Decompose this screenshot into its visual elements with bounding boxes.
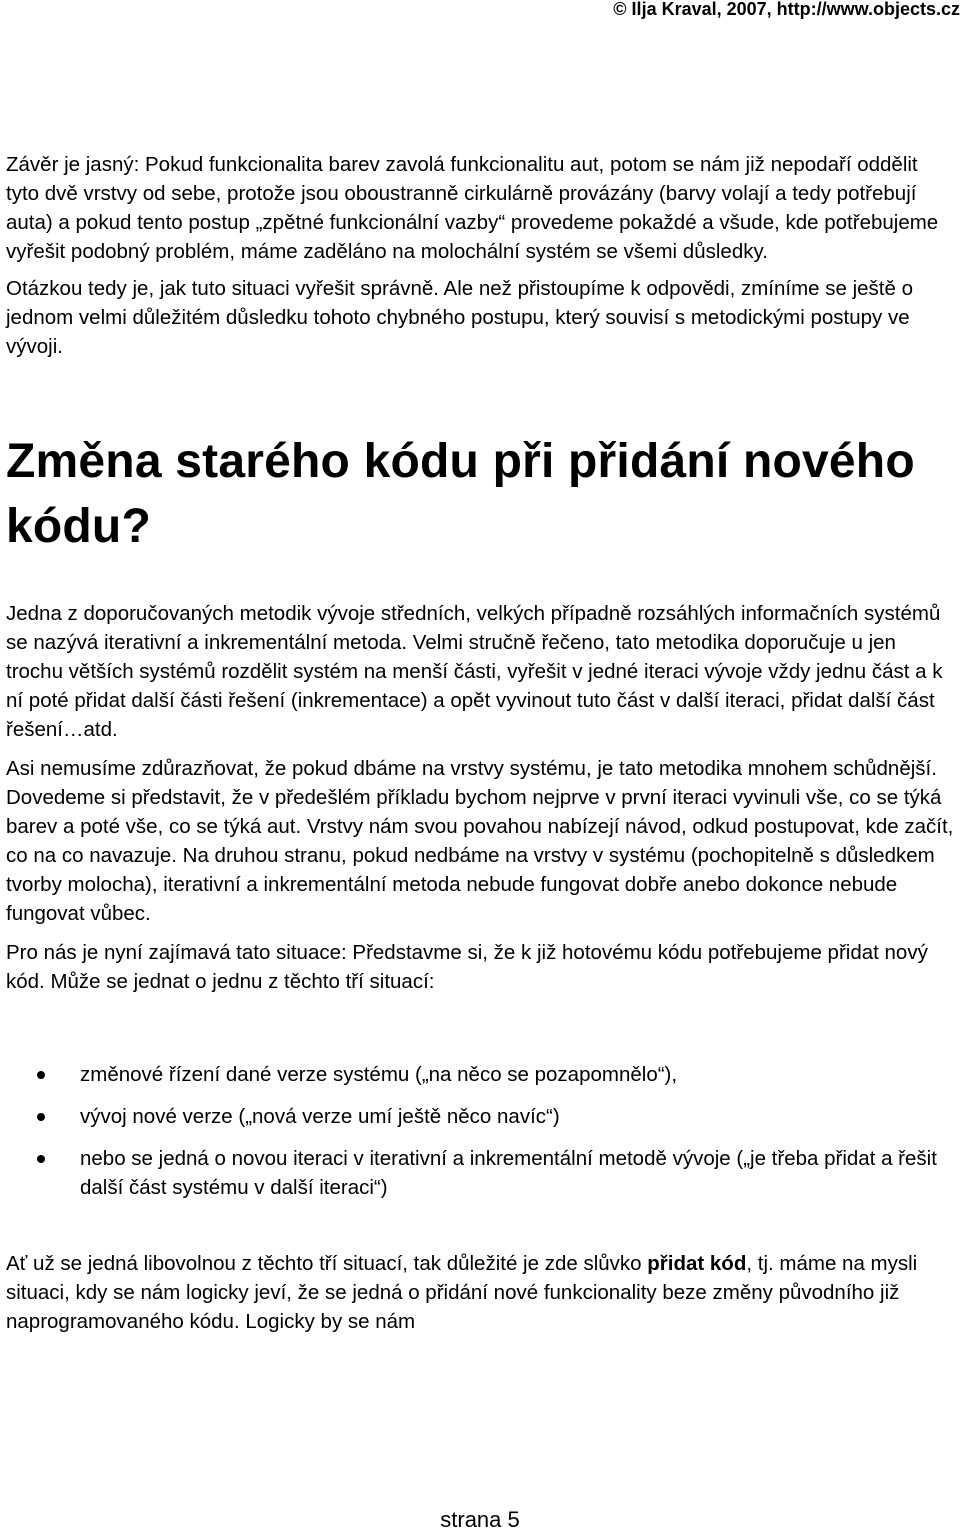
bullet-icon xyxy=(37,1155,45,1163)
paragraph-situation: Pro nás je nyní zajímavá tato situace: Představme si, že k již hotovému kódu potřebujeme přidat nový kód. Může se jednat o jednu z těchto tří situací: xyxy=(6,941,928,993)
paragraph-question: Otázkou tedy je, jak tuto situaci vyřešit správně. Ale než přistoupíme k odpovědi, zmíníme se ještě o jednom velmi důležitém důsledku tohoto chybného postupu, který souvisí s metodickými postupy ve vývoji. xyxy=(6,277,913,358)
list-item xyxy=(6,1102,954,1131)
paragraph-add-code xyxy=(6,1249,954,1336)
paragraph-layers: Asi nemusíme zdůrazňovat, že pokud dbáme na vrstvy systému, je tato metodika mnohem schůdnější. Dovedeme si představit, že v předešlém příkladu bychom nejprve v první iteraci vyvinuli vše, co se týká barev a poté vše, co se týká aut. Vrstvy nám svou povahou nabízejí návod, odkud postupovat, kde začít, co na co navazuje. Na druhou stranu, pokud nedbáme na vrstvy v systému (pochopitelně s důsledkem tvorby molocha), iterativní a inkrementální metoda nebude fungovat dobře anebo dokonce nebude fungovat vůbec. xyxy=(6,757,954,925)
page-header-copyright: © Ilja Kraval, 2007, http://www.objects.cz xyxy=(613,0,960,19)
list-item-text: vývoj nové verze („nová verze umí ještě něco navíc“) xyxy=(80,1105,560,1128)
list-item-text: změnové řízení dané verze systému („na něco se pozapomnělo“), xyxy=(80,1063,678,1086)
paragraph-conclusion: Závěr je jasný: Pokud funkcionalita barev zavolá funkcionalitu aut, potom se nám již nepodaří oddělit tyto dvě vrstvy od sebe, protože jsou oboustranně cirkulárně provázány (barvy volají a tedy potřebují auta) a pokud tento postup „zpětné funkcionální vazby“ provedeme pokaždé a všude, kde potřebujeme vyřešit podobný problém, máme zaděláno na molochální systém se všemi důsledky. xyxy=(6,153,939,263)
bold-term: přidat kód xyxy=(647,1252,747,1275)
bullet-icon xyxy=(37,1071,45,1079)
page-label: strana 5 xyxy=(440,1507,520,1532)
list-item xyxy=(6,1060,954,1089)
paragraph-methodology: Jedna z doporučovaných metodik vývoje středních, velkých případně rozsáhlých informačních systémů se nazývá iterativní a inkrementální metoda. Velmi stručně řečeno, tato metodika doporučuje u jen trochu větších systémů rozdělit systém na menší části, vyřešit v jedné iteraci vývoje vždy jednu část a k ní poté přidat další části řešení (inkrementace) a opět vyvinout tuto část v další iteraci, přidat další část řešení…atd. xyxy=(6,602,943,741)
text-before-bold: Ať už se jedná libovolnou z těchto tří situací, tak důležité je zde slůvko xyxy=(6,1252,648,1275)
section-heading: Změna starého kódu při přidání nového kódu? xyxy=(6,435,915,553)
list-item-text: nebo se jedná o novou iteraci v iterativní a inkrementální metodě vývoje („je třeba přidat a řešit další část systému v další iteraci“) xyxy=(80,1147,937,1199)
page-number xyxy=(0,1505,960,1535)
bullet-icon xyxy=(37,1113,45,1121)
text-after-bold: , tj. máme na mysli situaci, kdy se nám logicky jeví, že se jedná o přidání nové funkcionality beze změny původního již naprogramovaného kódu. Logicky by se nám xyxy=(6,1252,918,1333)
list-item xyxy=(6,1144,954,1202)
document-body xyxy=(6,150,954,1336)
situations-list xyxy=(6,1060,954,1202)
